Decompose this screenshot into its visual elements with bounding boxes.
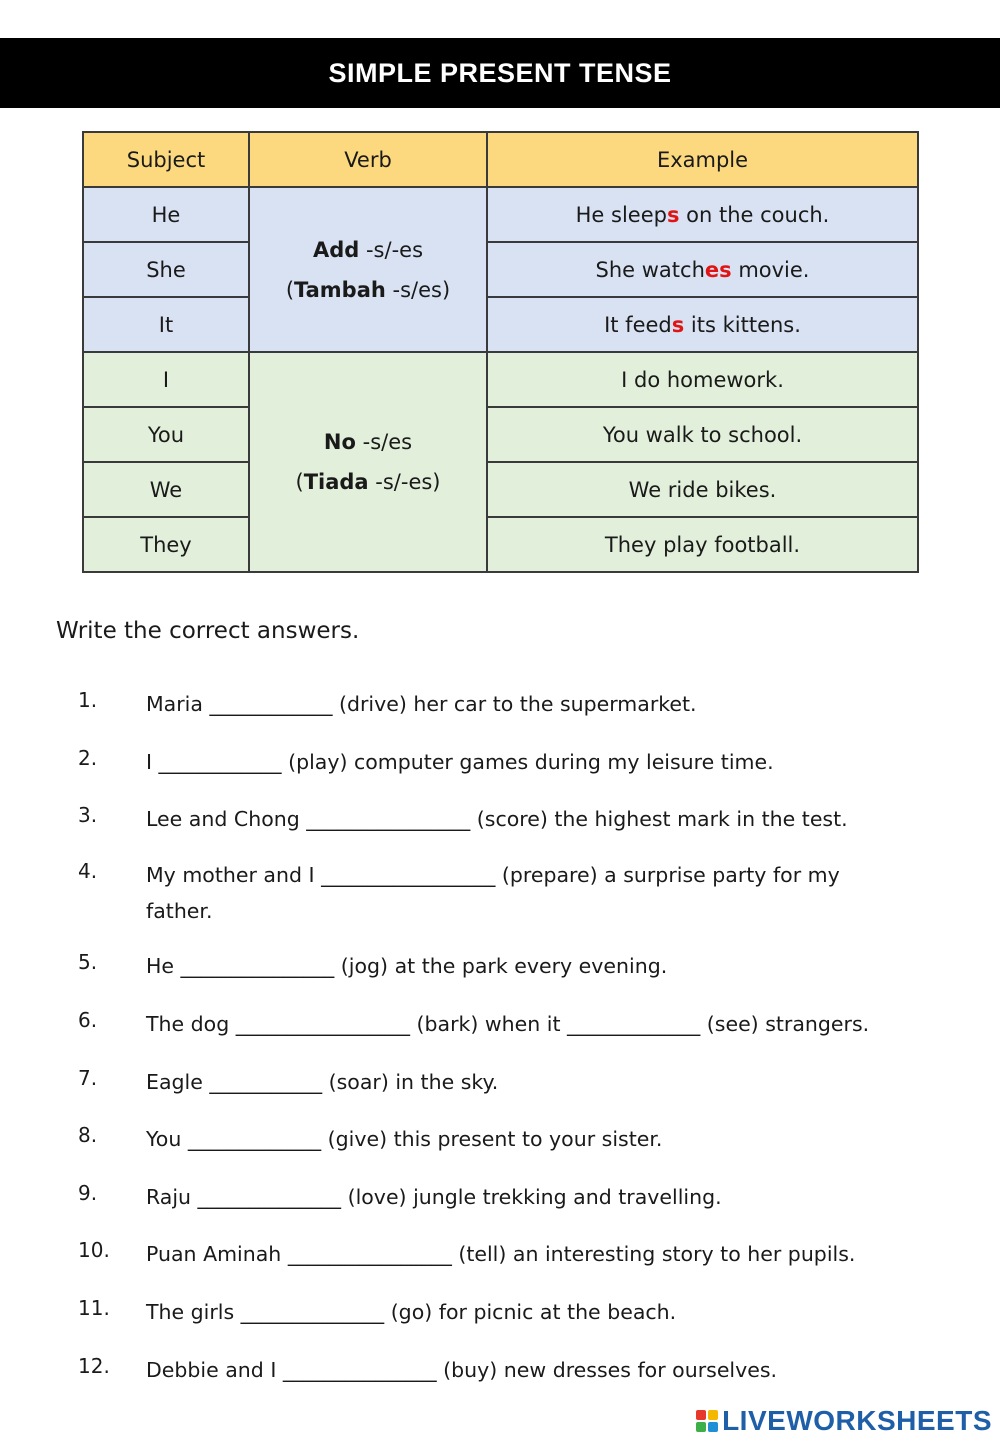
question-text: My mother and I _________________ (prepare) a surprise party for my father. (146, 863, 840, 923)
table-row (83, 297, 918, 352)
verb-tiada-suffix: -s/-es) (368, 470, 441, 494)
question-text: You _____________ (give) this present to your sister. (146, 1127, 663, 1151)
liveworksheets-logo (696, 1405, 992, 1437)
question-number: 4. (78, 859, 98, 883)
example-cell: You walk to school. (487, 407, 918, 462)
header-verb: Verb (249, 132, 487, 187)
subject-cell: We (83, 462, 249, 517)
verb-tiada-word: Tiada (303, 470, 369, 494)
verb-paren: ( (295, 470, 304, 494)
question-number: 6. (78, 1008, 98, 1032)
table-row (83, 407, 918, 462)
question-number: 1. (78, 688, 98, 712)
question-text: The dog _________________ (bark) when it _____________ (see) strangers. (146, 1012, 870, 1036)
table-row (83, 352, 918, 407)
question-text: Debbie and I _______________ (buy) new dresses for ourselves. (146, 1358, 778, 1382)
example-suffix-highlight: s (671, 312, 685, 337)
verb-add-word: Add (312, 237, 360, 262)
example-cell: I do homework. (487, 352, 918, 407)
question-text: Lee and Chong ________________ (score) the highest mark in the test. (146, 807, 848, 831)
question-text: Raju ______________ (love) jungle trekking and travelling. (146, 1185, 722, 1209)
subject-cell: They (83, 517, 249, 572)
example-text: It feed (604, 312, 672, 337)
verb-paren: ( (285, 277, 295, 302)
question-number: 2. (78, 746, 98, 770)
subject-cell: You (83, 407, 249, 462)
question-number: 12. (78, 1354, 110, 1378)
subject-cell: I (83, 352, 249, 407)
table-header-row (83, 132, 918, 187)
question-text: Maria ____________ (drive) her car to the supermarket. (146, 692, 697, 716)
header-subject: Subject (83, 132, 249, 187)
example-text: its kittens. (684, 312, 801, 337)
table-row (83, 517, 918, 572)
verb-add-suffix: -s/-es (359, 237, 424, 262)
logo-blocks-icon (696, 1410, 718, 1432)
example-cell: We ride bikes. (487, 462, 918, 517)
question-number: 9. (78, 1181, 98, 1205)
subject-cell: She (83, 242, 249, 297)
question-number: 10. (78, 1238, 110, 1262)
question-number: 8. (78, 1123, 98, 1147)
example-cell (487, 187, 918, 242)
example-text: He sleep (575, 202, 667, 227)
table-row (83, 242, 918, 297)
verb-no-word: No (323, 430, 356, 454)
question-text: I ____________ (play) computer games during my leisure time. (146, 750, 774, 774)
subject-cell: He (83, 187, 249, 242)
example-cell: They play football. (487, 517, 918, 572)
header-example: Example (487, 132, 918, 187)
table-row (83, 187, 918, 242)
question-number: 7. (78, 1066, 98, 1090)
verb-rule-no (249, 352, 487, 572)
question-text: Eagle ___________ (soar) in the sky. (146, 1070, 499, 1094)
question-text: He _______________ (jog) at the park every evening. (146, 954, 668, 978)
verb-tambah-suffix: -s/es) (385, 277, 451, 302)
question-number: 5. (78, 950, 98, 974)
logo-text: LIVEWORKSHEETS (722, 1405, 992, 1436)
verb-tambah-word: Tambah (294, 277, 386, 302)
example-cell (487, 242, 918, 297)
table-row (83, 462, 918, 517)
verb-no-suffix: -s/es (355, 430, 413, 454)
page-title: SIMPLE PRESENT TENSE (0, 38, 1000, 108)
example-text: She watch (595, 257, 705, 282)
grammar-table (82, 131, 919, 573)
subject-cell: It (83, 297, 249, 352)
question-text: Puan Aminah ________________ (tell) an interesting story to her pupils. (146, 1242, 856, 1266)
question-number: 11. (78, 1296, 110, 1320)
verb-rule-add (249, 187, 487, 352)
example-cell (487, 297, 918, 352)
example-suffix-highlight: es (704, 257, 732, 282)
example-text: movie. (731, 257, 810, 282)
question-text: The girls ______________ (go) for picnic at the beach. (146, 1300, 677, 1324)
example-text: on the couch. (679, 202, 830, 227)
question-number: 3. (78, 803, 98, 827)
instructions: Write the correct answers. (56, 618, 360, 644)
example-suffix-highlight: s (666, 202, 680, 227)
